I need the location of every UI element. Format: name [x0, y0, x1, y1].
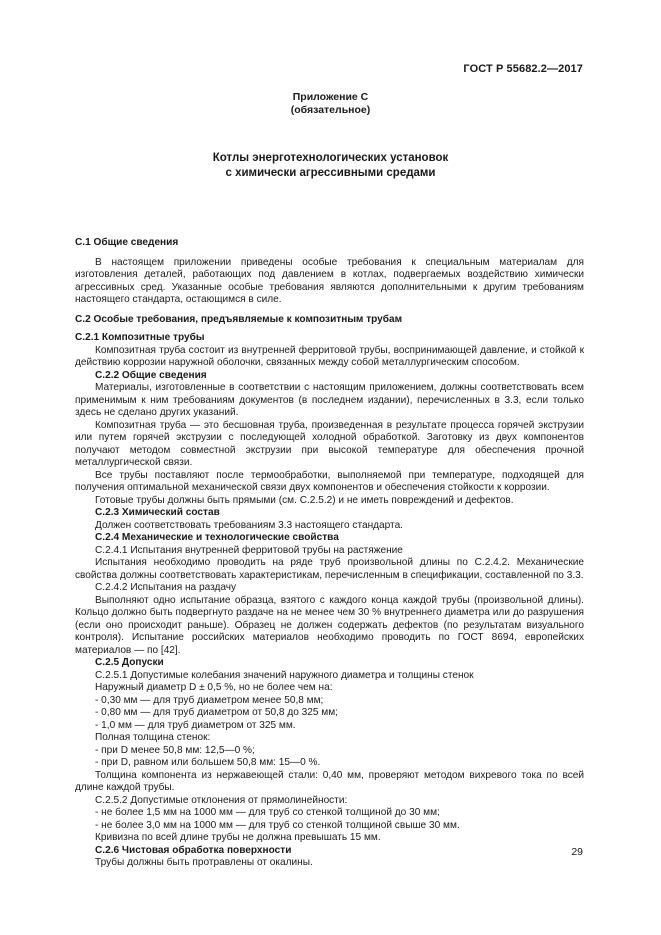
section-c22-paragraph-4: Готовые трубы должны быть прямыми (см. С.2.5.2) и не иметь повреждений и дефектов.	[95, 494, 514, 506]
list-item: - 0,80 мм — для труб диаметром от 50,8 до 325 мм;	[95, 707, 338, 718]
section-c251-paragraph-2: Полная толщина стенок:	[95, 732, 211, 743]
section-c251-paragraph-1: Наружный диаметр D ± 0,5 %, но не более чем на:	[95, 682, 333, 693]
section-c24-heading: С.2.4 Механические и технологические свойства	[95, 532, 339, 543]
section-c22-paragraph-3: Все трубы поставляют после термообработки, выполняемой при температуре, подходящей для получения оптимальной механической связи двух компонентов и обеспечения стойкости к коррозии.	[75, 469, 584, 493]
section-c251-label: С.2.5.1 Допустимые колебания значений наружного диаметра и толщины стенок	[95, 669, 474, 681]
section-c242-label: С.2.4.2 Испытания на раздачу	[95, 582, 237, 593]
section-c26-heading: С.2.6 Чистовая обработка поверхности	[95, 844, 292, 856]
section-c1-paragraph: В настоящем приложении приведены особые требования к специальным материалам для изготовления деталей, работающих под давлением в котлах, подвергаемых воздействию химически агрессивных сред. Указанные особые требования являются дополнительными к другим требованиям настоящего стандарта, остающимся в силе.	[75, 256, 584, 305]
list-item: - при D, равном или большем 50,8 мм: 15—0 %.	[95, 757, 321, 768]
section-c22-heading: С.2.2 Общие сведения	[95, 369, 207, 381]
list-item: - не более 1,5 мм на 1000 мм — для труб со стенкой толщиной до 30 мм;	[95, 807, 440, 818]
section-c21-paragraph: Композитная труба состоит из внутренней ферритовой трубы, воспринимающей давление, и стойкой к действию коррозии наружной оболочки, связанных между собой металлургическим способом.	[75, 344, 584, 368]
section-c23-paragraph: Должен соответствовать требованиям 3.3 настоящего стандарта.	[95, 519, 403, 531]
section-c22-paragraph-1: Материалы, изготовленные в соответствии с настоящим приложением, должны соответствовать всем применимым к ним требованиям документов (в последнем издании), перечисленных в 3.3, если только здесь не сделано других указаний.	[75, 382, 584, 418]
appendix-status: (обязательное)	[290, 103, 371, 116]
section-c23-heading: С.2.3 Химический состав	[95, 507, 220, 518]
section-c1-heading: С.1 Общие сведения	[75, 237, 179, 248]
section-c25-heading: С.2.5 Допуски	[95, 657, 164, 668]
document-body	[75, 237, 584, 870]
section-c241-paragraph: Испытания необходимо проводить на ряде труб произвольной длины по С.2.4.2. Механические свойства должны соответствовать характеристикам, перечисленным в спецификации, составленной по 3.3.	[75, 557, 584, 581]
section-c252-paragraph: Кривизна по всей длине трубы не должна превышать 15 мм.	[95, 832, 381, 843]
section-c252-label: С.2.5.2 Допустимые отклонения от прямолинейности:	[95, 794, 348, 806]
section-c22-paragraph-2: Композитная труба — это бесшовная труба, произведенная в результате процесса горячей экструзии или путем горячей экструзии с последующей холодной обработкой. Заготовку из двух компонентов получают методом совместной экструзии при высокой температуре для обеспечения прочной металлургической связи.	[75, 419, 584, 468]
appendix-label: Приложение С	[292, 91, 369, 103]
appendix-header	[0, 91, 661, 116]
list-item: - 0,30 мм — для труб диаметром менее 50,8 мм;	[95, 694, 324, 706]
section-c241-label: С.2.4.1 Испытания внутренней ферритовой трубы на растяжение	[95, 544, 403, 556]
section-c2-heading: С.2 Особые требования, предъявляемые к композитным трубам	[75, 313, 403, 325]
list-item: - 1,0 мм — для труб диаметром от 325 мм.	[95, 719, 296, 731]
section-c26-paragraph: Трубы должны быть протравлены от окалины.	[95, 857, 313, 868]
section-c251-paragraph-3: Толщина компонента из нержавеющей стали: 0,40 мм, проверяют методом вихревого тока по всей длине каждой трубы.	[75, 769, 584, 793]
appendix-title-line-1: Котлы энерготехнологических установок	[212, 152, 449, 164]
section-c242-paragraph: Выполняют одно испытание образца, взятого с каждого конца каждой трубы (произвольной длины). Кольцо должно быть подвергнуто раздаче на не менее чем 30 % внутреннего диаметра или до разрушения (если оно происходит раньше). Образец не должен содержать дефектов (по результатам визуального контроля). Испытание российских материалов необходимо проводить по ГОСТ 8694, европейских материалов — по [42].	[75, 594, 584, 656]
list-item: - при D менее 50,8 мм: 12,5—0 %;	[95, 744, 255, 756]
section-c21-heading: С.2.1 Композитные трубы	[75, 332, 205, 343]
page-number: 29	[571, 846, 583, 858]
appendix-title-line-2: с химически агрессивными средами	[225, 166, 436, 179]
document-code: ГОСТ Р 55682.2—2017	[463, 63, 583, 75]
list-item: - не более 3,0 мм на 1000 мм — для труб со стенкой толщиной свыше 30 мм.	[95, 819, 460, 831]
appendix-title	[0, 151, 661, 180]
